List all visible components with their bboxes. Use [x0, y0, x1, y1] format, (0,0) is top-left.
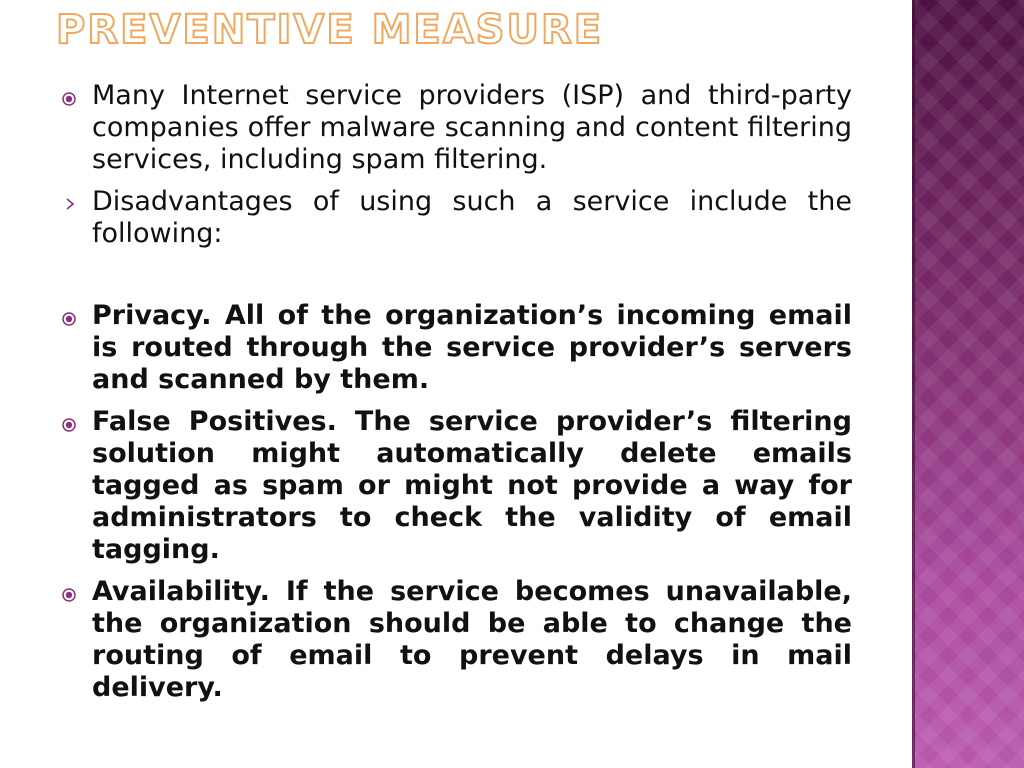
- list-item-text: Disadvantages of using such a service include the following:: [92, 186, 852, 249]
- list-item: [62, 576, 852, 704]
- list-item: [62, 186, 852, 250]
- list-item-text: False Positives. The service provider’s filtering solution might automatically delete emails tagged as spam or might not provide a way for administrators to check the validity of email tagging.: [92, 406, 852, 565]
- target-bullet-icon: [62, 80, 92, 106]
- list-item: [62, 80, 852, 176]
- target-bullet-icon: [62, 300, 92, 326]
- decorative-side-panel: [912, 0, 1024, 768]
- list-item: [62, 406, 852, 566]
- slide-title: PREVENTIVE MEASURE: [56, 7, 604, 53]
- list-item-text: Availability. If the service becomes unavailable, the organization should be able to change the routing of email to prevent delays in mail delivery.: [92, 576, 852, 703]
- list-item: [62, 300, 852, 396]
- arrow-bullet-icon: [62, 186, 92, 210]
- spacer: [62, 260, 852, 300]
- target-bullet-icon: [62, 406, 92, 432]
- list-item-text: Privacy. All of the organization’s incoming email is routed through the service provider’s servers and scanned by them.: [92, 300, 852, 395]
- list-item-text: Many Internet service providers (ISP) and third-party companies offer malware scanning and content filtering services, including spam filtering.: [92, 80, 852, 175]
- bullet-list: [62, 80, 852, 714]
- target-bullet-icon: [62, 576, 92, 602]
